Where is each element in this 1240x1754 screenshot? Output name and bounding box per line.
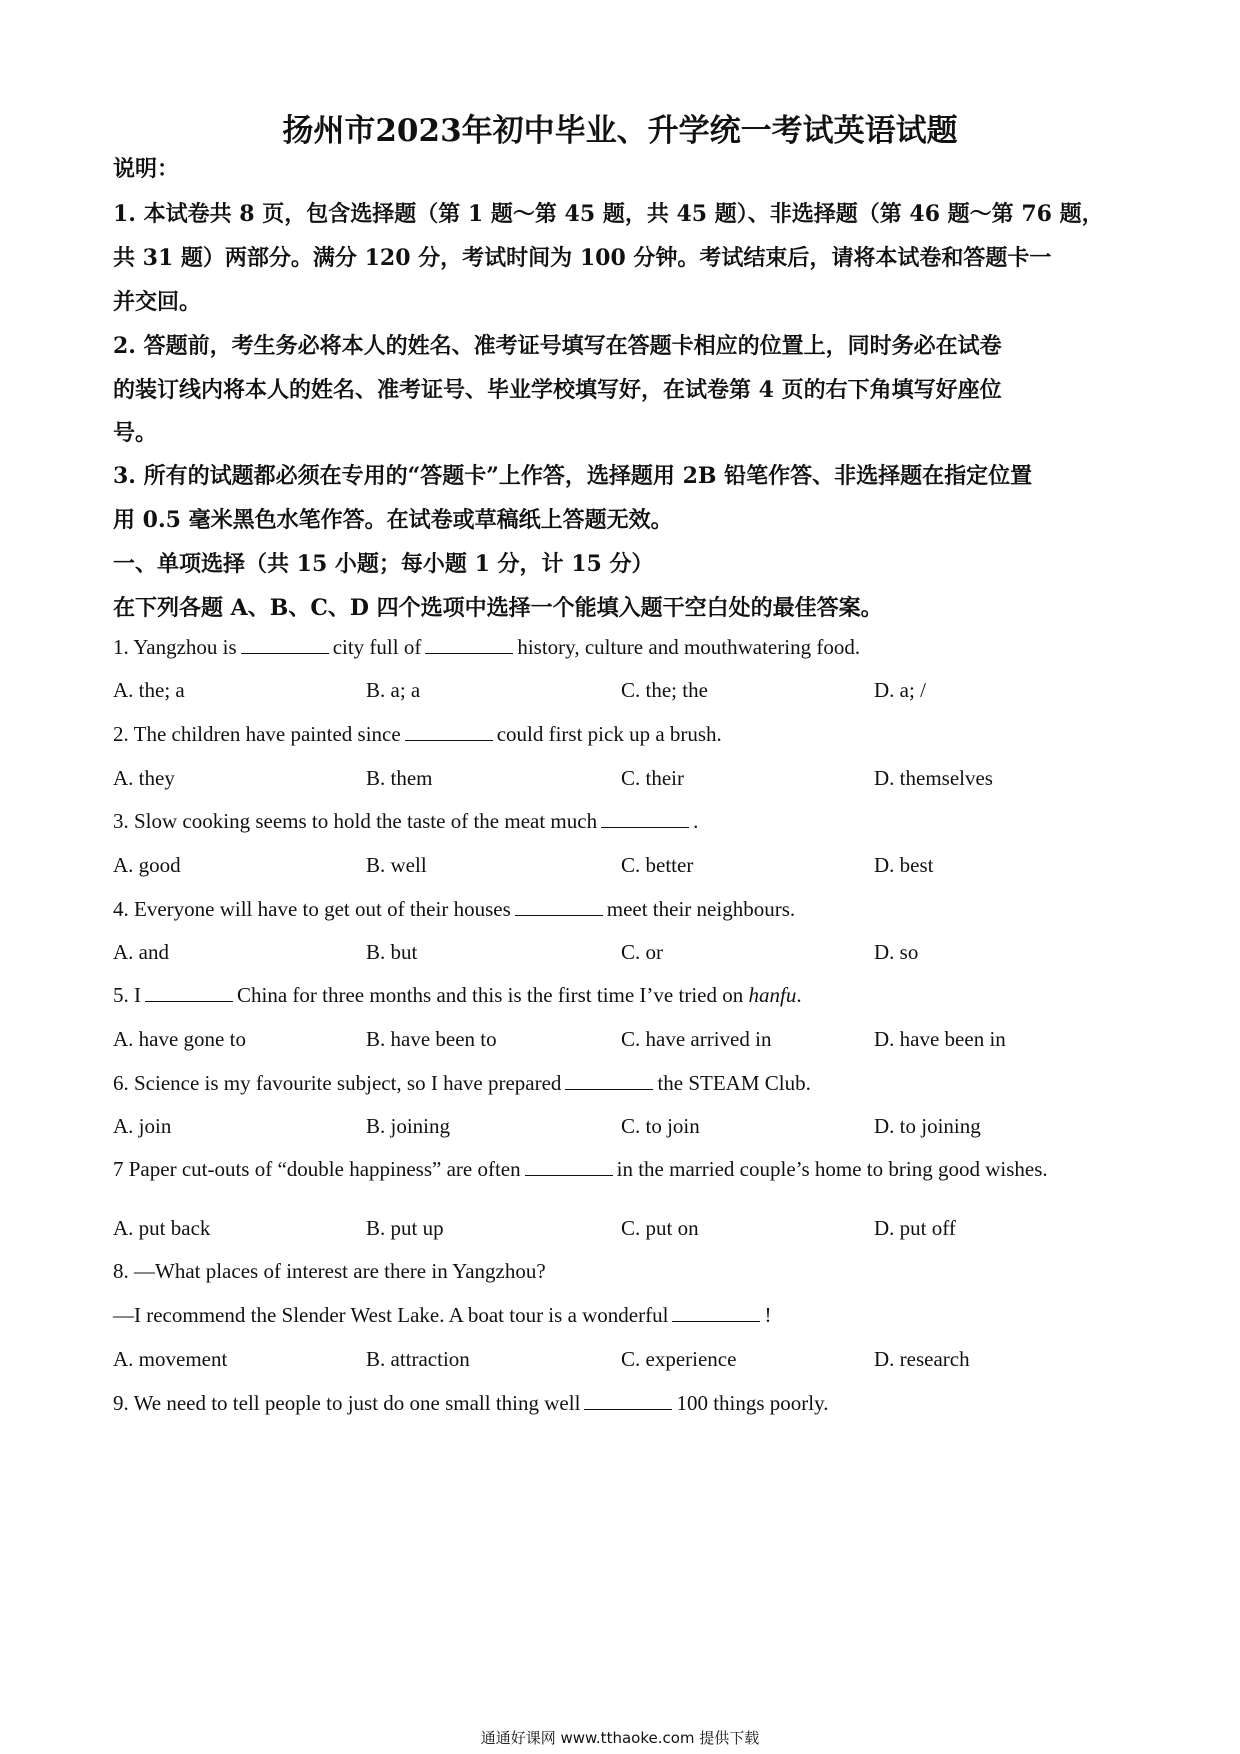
- option-c: C. put on: [621, 1216, 699, 1240]
- q1-text-3: history, culture and mouthwatering food.: [517, 635, 861, 659]
- answer-blank: [515, 897, 603, 916]
- option-b: B. joining: [366, 1114, 451, 1138]
- q7-text-1: 7 Paper cut-outs of “double happiness” are often: [113, 1157, 521, 1181]
- q5-text-2: China for three months and this is the first time I’ve tried on: [237, 983, 744, 1007]
- instruction-2-line-2: 的装订线内将本人的姓名、准考证号、毕业学校填写好，在试卷第 4 页的右下角填写好座位: [113, 377, 1002, 403]
- question-3-stem: [113, 809, 1133, 834]
- q2-text-1: 2. The children have painted since: [113, 722, 401, 746]
- option-b: B. attraction: [366, 1347, 470, 1371]
- q1-text-1: 1. Yangzhou is: [113, 635, 237, 659]
- question-6-stem: [113, 1071, 1133, 1096]
- instruction-3-line-2: 用 0.5 毫米黑色水笔作答。在试卷或草稿纸上答题无效。: [113, 507, 673, 533]
- instructions-heading: 说明：: [113, 156, 180, 182]
- answer-blank: [425, 635, 513, 654]
- option-c: C. have arrived in: [621, 1027, 772, 1051]
- q6-text-1: 6. Science is my favourite subject, so I have prepared: [113, 1071, 562, 1095]
- question-1-options: [113, 678, 1133, 708]
- option-a: A. join: [113, 1114, 172, 1138]
- answer-blank: [241, 635, 329, 654]
- answer-blank: [525, 1157, 613, 1176]
- section-heading: 一、单项选择（共 15 小题；每小题 1 分，计 15 分）: [113, 551, 654, 577]
- option-d: D. to joining: [874, 1114, 981, 1138]
- q5-text-4: .: [796, 983, 802, 1007]
- instruction-2-line-3: 号。: [113, 420, 158, 446]
- q9-text-2: 100 things poorly.: [676, 1391, 829, 1415]
- answer-blank: [601, 809, 689, 828]
- question-4-options: [113, 940, 1133, 970]
- instruction-2-line-1: 2. 答题前，考生务必将本人的姓名、准考证号填写在答题卡相应的位置上，同时务必在试卷: [113, 333, 1002, 359]
- answer-blank: [145, 983, 233, 1002]
- answer-blank: [584, 1391, 672, 1410]
- question-1-stem: [113, 635, 1133, 660]
- option-a: A. have gone to: [113, 1027, 246, 1051]
- q9-text-1: 9. We need to tell people to just do one small thing well: [113, 1391, 581, 1415]
- q1-text-2: city full of: [332, 635, 422, 659]
- option-c: C. better: [621, 853, 694, 877]
- option-d: D. research: [874, 1347, 970, 1371]
- option-a: A. they: [113, 766, 175, 790]
- question-7-options: [113, 1216, 1133, 1246]
- option-d: D. a; /: [874, 678, 926, 702]
- question-5-stem: [113, 983, 1133, 1008]
- question-8-reply: [113, 1303, 1133, 1328]
- option-b: B. well: [366, 853, 427, 877]
- instruction-1-line-3: 并交回。: [113, 289, 202, 315]
- instruction-1-line-2: 共 31 题）两部分。满分 120 分，考试时间为 100 分钟。考试结束后，请将本试卷和答题卡一: [113, 245, 1052, 271]
- q5-italic-word: hanfu: [748, 983, 797, 1007]
- q4-text-2: meet their neighbours.: [606, 897, 796, 921]
- option-a: A. the; a: [113, 678, 185, 702]
- question-5-options: [113, 1027, 1133, 1057]
- question-8-options: [113, 1347, 1133, 1377]
- option-d: D. put off: [874, 1216, 956, 1240]
- q3-text-1: 3. Slow cooking seems to hold the taste of the meat much: [113, 809, 598, 833]
- answer-blank: [672, 1303, 760, 1322]
- option-c: C. the; the: [621, 678, 708, 702]
- option-a: A. movement: [113, 1347, 228, 1371]
- instruction-1-line-1: 1. 本试卷共 8 页，包含选择题（第 1 题～第 45 题，共 45 题）、非选择题（第 46 题～第 76 题，: [113, 201, 1104, 227]
- option-d: D. best: [874, 853, 934, 877]
- option-b: B. have been to: [366, 1027, 497, 1051]
- option-b: B. a; a: [366, 678, 421, 702]
- q2-text-2: could first pick up a brush.: [496, 722, 722, 746]
- q4-text-1: 4. Everyone will have to get out of their houses: [113, 897, 511, 921]
- instruction-3-line-1: 3. 所有的试题都必须在专用的“答题卡”上作答，选择题用 2B 铅笔作答、非选择题在指定位置: [113, 463, 1033, 489]
- option-c: C. their: [621, 766, 684, 790]
- question-2-options: [113, 766, 1133, 796]
- q8-text-1: —I recommend the Slender West Lake. A boat tour is a wonderful: [113, 1303, 669, 1327]
- option-c: C. experience: [621, 1347, 737, 1371]
- option-b: B. but: [366, 940, 418, 964]
- page-footer: 通通好课网 www.tthaoke.com 提供下载: [480, 1729, 760, 1747]
- answer-blank: [565, 1071, 653, 1090]
- question-9-stem: [113, 1391, 1133, 1416]
- option-a: A. and: [113, 940, 169, 964]
- q5-text-1: 5. I: [113, 983, 141, 1007]
- option-c: C. to join: [621, 1114, 700, 1138]
- option-a: A. good: [113, 853, 181, 877]
- question-8-stem: 8. —What places of interest are there in Yangzhou?: [113, 1259, 546, 1283]
- option-a: A. put back: [113, 1216, 211, 1240]
- question-4-stem: [113, 897, 1133, 922]
- section-directions: 在下列各题 A、B、C、D 四个选项中选择一个能填入题干空白处的最佳答案。: [113, 595, 883, 621]
- q6-text-2: the STEAM Club.: [657, 1071, 811, 1095]
- answer-blank: [405, 722, 493, 741]
- option-d: D. so: [874, 940, 919, 964]
- question-6-options: [113, 1114, 1133, 1144]
- q8-text-2: !: [764, 1303, 772, 1327]
- question-3-options: [113, 853, 1133, 883]
- option-d: D. have been in: [874, 1027, 1006, 1051]
- page-title: 扬州市2023年初中毕业、升学统一考试英语试题: [282, 113, 958, 149]
- option-d: D. themselves: [874, 766, 993, 790]
- option-b: B. them: [366, 766, 433, 790]
- question-7-stem: [113, 1157, 1133, 1182]
- question-2-stem: [113, 722, 1133, 747]
- q3-text-2: .: [693, 809, 699, 833]
- q7-text-2: in the married couple’s home to bring good wishes.: [616, 1157, 1048, 1181]
- option-b: B. put up: [366, 1216, 444, 1240]
- option-c: C. or: [621, 940, 663, 964]
